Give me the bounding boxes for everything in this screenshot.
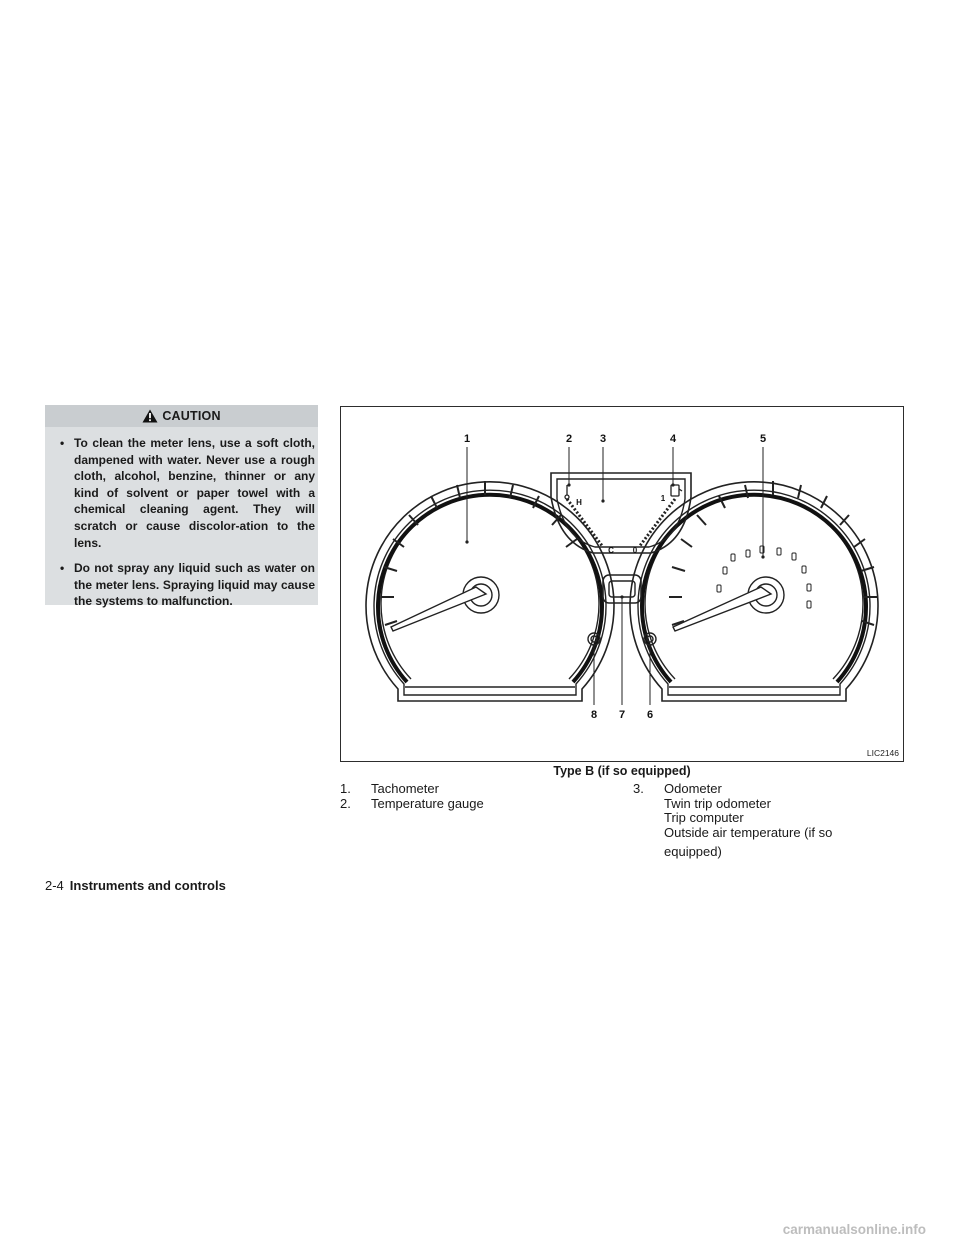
callout-7: 7 [618,709,626,721]
gauge-empty-letter: 0 [632,546,638,555]
callout-4: 4 [669,433,677,445]
caution-list [45,435,318,619]
fuel-pump-icon [671,485,682,496]
caution-box [45,405,318,609]
caution-item [45,435,318,551]
figure-id: LIC2146 [866,748,899,758]
callout-8: 8 [590,709,598,721]
figure-caption: Type B (if so equipped) [553,764,691,778]
legend-number: 3. [633,781,644,796]
legend-item [633,782,832,797]
page-footer [45,878,226,893]
bullet: • [60,436,65,450]
legend-sub-item: Trip computer [664,810,744,826]
instrument-cluster-figure [340,406,904,762]
caution-text: Do not spray any liquid such as water on the meter lens. Spraying liquid may cause the systems to malfunction. [74,561,315,609]
caution-item [45,560,318,610]
legend-number: 1. [340,781,351,796]
gauge-cold-letter: C [608,546,614,555]
legend-label: Tachometer [371,781,439,796]
legend-number: 2. [340,795,351,811]
instrument-cluster-illustration [341,407,903,761]
callout-3: 3 [599,433,607,445]
callout-2: 2 [565,433,573,445]
tachometer-ticks [381,481,577,625]
callout-1: 1 [463,433,471,445]
section-title: Instruments and controls [69,878,226,893]
legend-sub-item: Twin trip odometer [664,795,771,811]
fuel-gauge-bar [639,499,675,547]
caution-title: CAUTION [162,409,221,423]
callout-5: 5 [759,433,767,445]
caution-header [45,405,318,427]
page-number: 2-4 [45,878,64,893]
legend-sub-item: equipped) [664,844,722,860]
legend-left [340,782,484,811]
gauge-full-letter: 1 [660,494,666,503]
warning-triangle-icon [142,409,158,423]
caution-text: To clean the meter lens, use a soft cloth, dampened with water. Never use a rough cloth, alcohol, benzine, thinner or any kind of solvent or paper towel with a chemical cleaning agent. They will scratch or cause discolor-ation to the lens. [74,436,315,550]
legend-item [340,797,484,812]
thermometer-icon [565,485,569,499]
legend-sub-item: Outside air temperature (if so [664,824,833,840]
legend-right [633,782,832,860]
watermark: carmanualsonline.info [782,1222,926,1237]
legend-label: Odometer [664,781,722,796]
legend-item [340,782,484,797]
bullet: • [60,561,65,576]
callout-6: 6 [646,709,654,721]
legend-label: Temperature gauge [371,795,484,811]
gauge-hot-letter: H [576,498,582,507]
